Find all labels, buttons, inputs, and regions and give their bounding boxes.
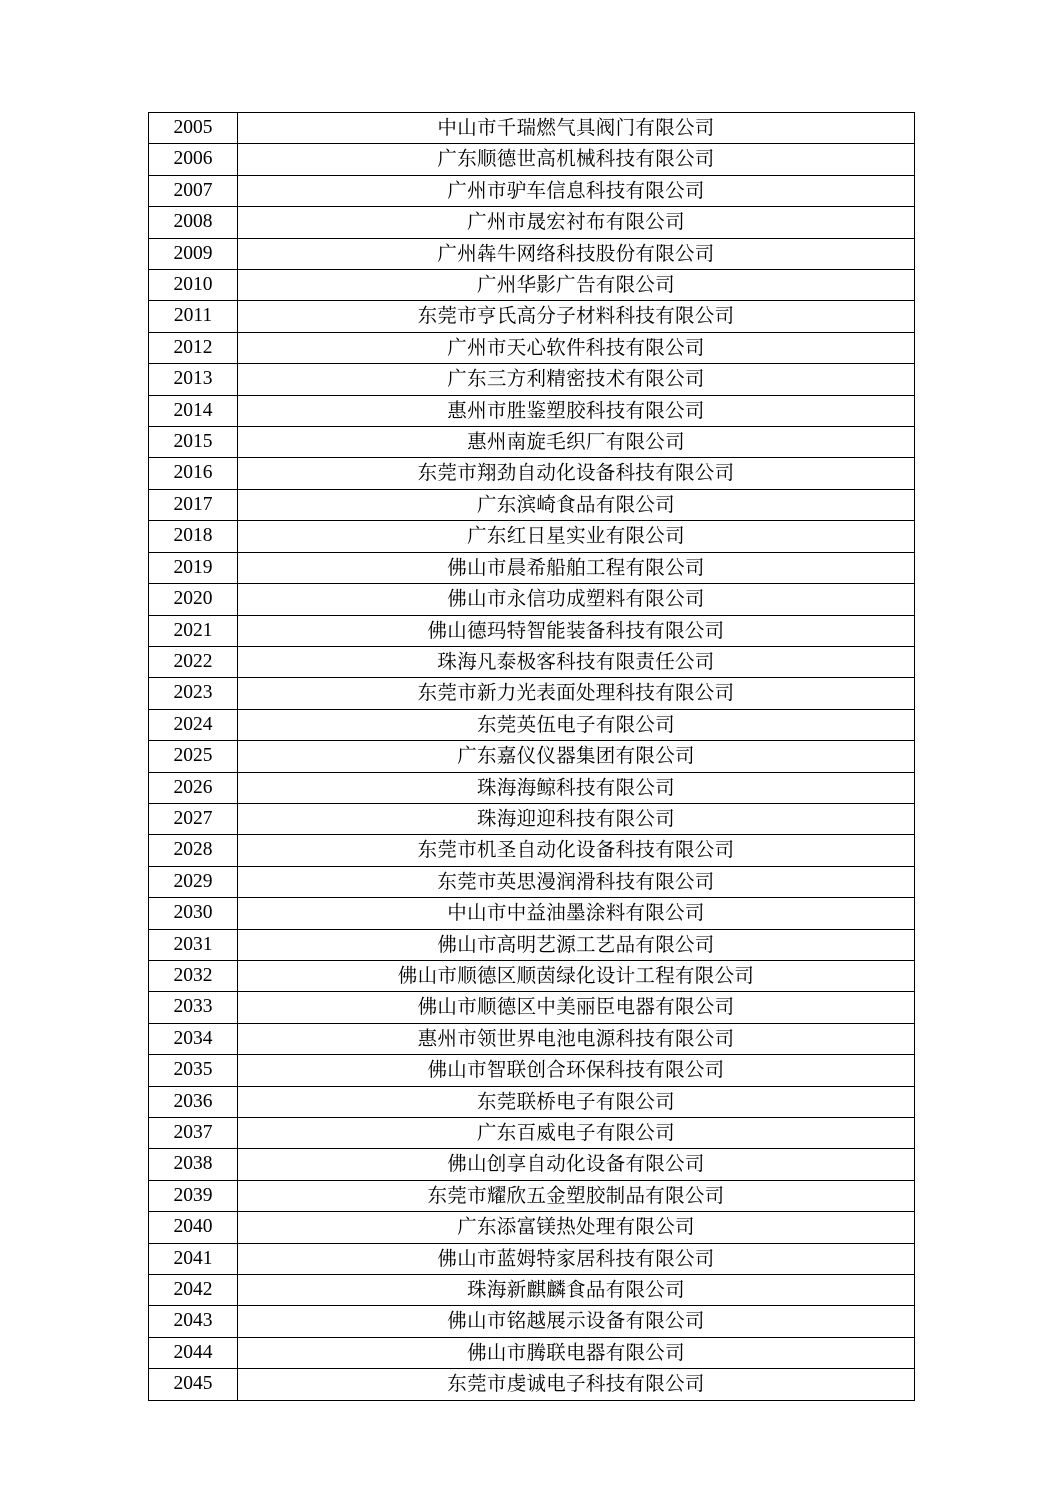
company-name-cell: 广州华影广告有限公司 bbox=[238, 270, 915, 301]
row-index-cell: 2006 bbox=[149, 144, 238, 175]
company-name-cell: 佛山市永信功成塑料有限公司 bbox=[238, 584, 915, 615]
company-name-cell: 佛山德玛特智能装备科技有限公司 bbox=[238, 615, 915, 646]
row-index-cell: 2021 bbox=[149, 615, 238, 646]
company-name-cell: 佛山市顺德区中美丽臣电器有限公司 bbox=[238, 992, 915, 1023]
row-index-cell: 2016 bbox=[149, 458, 238, 489]
company-name-cell: 佛山市铭越展示设备有限公司 bbox=[238, 1306, 915, 1337]
table-row bbox=[149, 1023, 915, 1054]
table-row bbox=[149, 772, 915, 803]
row-index-cell: 2014 bbox=[149, 395, 238, 426]
table-row bbox=[149, 709, 915, 740]
table-row bbox=[149, 1086, 915, 1117]
table-row bbox=[149, 552, 915, 583]
company-name-cell: 广州市驴车信息科技有限公司 bbox=[238, 175, 915, 206]
company-name-cell: 广东三方利精密技术有限公司 bbox=[238, 364, 915, 395]
row-index-cell: 2012 bbox=[149, 332, 238, 363]
table-row bbox=[149, 1337, 915, 1368]
row-index-cell: 2037 bbox=[149, 1118, 238, 1149]
row-index-cell: 2029 bbox=[149, 866, 238, 897]
table-row bbox=[149, 207, 915, 238]
company-name-cell: 佛山市蓝姆特家居科技有限公司 bbox=[238, 1243, 915, 1274]
table-row bbox=[149, 427, 915, 458]
row-index-cell: 2008 bbox=[149, 207, 238, 238]
row-index-cell: 2036 bbox=[149, 1086, 238, 1117]
row-index-cell: 2045 bbox=[149, 1369, 238, 1400]
row-index-cell: 2007 bbox=[149, 175, 238, 206]
row-index-cell: 2028 bbox=[149, 835, 238, 866]
company-name-cell: 广东添富镁热处理有限公司 bbox=[238, 1212, 915, 1243]
company-name-cell: 珠海海鲸科技有限公司 bbox=[238, 772, 915, 803]
row-index-cell: 2024 bbox=[149, 709, 238, 740]
company-name-cell: 东莞市新力光表面处理科技有限公司 bbox=[238, 678, 915, 709]
table-row bbox=[149, 584, 915, 615]
row-index-cell: 2038 bbox=[149, 1149, 238, 1180]
company-name-cell: 珠海新麒麟食品有限公司 bbox=[238, 1275, 915, 1306]
company-name-cell: 惠州南旋毛织厂有限公司 bbox=[238, 427, 915, 458]
table-row bbox=[149, 960, 915, 991]
table-row bbox=[149, 1118, 915, 1149]
row-index-cell: 2022 bbox=[149, 646, 238, 677]
company-name-cell: 佛山市腾联电器有限公司 bbox=[238, 1337, 915, 1368]
row-index-cell: 2025 bbox=[149, 741, 238, 772]
row-index-cell: 2032 bbox=[149, 960, 238, 991]
table-row bbox=[149, 489, 915, 520]
table-row bbox=[149, 1055, 915, 1086]
company-name-cell: 广东嘉仪仪器集团有限公司 bbox=[238, 741, 915, 772]
company-name-cell: 中山市中益油墨涂料有限公司 bbox=[238, 898, 915, 929]
table-row bbox=[149, 835, 915, 866]
company-name-cell: 惠州市胜鉴塑胶科技有限公司 bbox=[238, 395, 915, 426]
company-name-cell: 广州犇牛网络科技股份有限公司 bbox=[238, 238, 915, 269]
row-index-cell: 2013 bbox=[149, 364, 238, 395]
table-row bbox=[149, 521, 915, 552]
company-name-cell: 东莞联桥电子有限公司 bbox=[238, 1086, 915, 1117]
table-row bbox=[149, 458, 915, 489]
company-name-cell: 惠州市领世界电池电源科技有限公司 bbox=[238, 1023, 915, 1054]
table-row bbox=[149, 678, 915, 709]
row-index-cell: 2027 bbox=[149, 803, 238, 834]
row-index-cell: 2042 bbox=[149, 1275, 238, 1306]
row-index-cell: 2009 bbox=[149, 238, 238, 269]
company-name-cell: 东莞市机圣自动化设备科技有限公司 bbox=[238, 835, 915, 866]
table-row bbox=[149, 1149, 915, 1180]
table-row bbox=[149, 1275, 915, 1306]
company-name-cell: 东莞英伍电子有限公司 bbox=[238, 709, 915, 740]
table-row bbox=[149, 113, 915, 144]
company-name-cell: 东莞市亨氏高分子材料科技有限公司 bbox=[238, 301, 915, 332]
table-row bbox=[149, 270, 915, 301]
row-index-cell: 2018 bbox=[149, 521, 238, 552]
row-index-cell: 2033 bbox=[149, 992, 238, 1023]
table-row bbox=[149, 898, 915, 929]
table-row bbox=[149, 1243, 915, 1274]
company-name-cell: 佛山市高明艺源工艺品有限公司 bbox=[238, 929, 915, 960]
company-name-cell: 佛山市晨希船舶工程有限公司 bbox=[238, 552, 915, 583]
company-name-cell: 佛山市智联创合环保科技有限公司 bbox=[238, 1055, 915, 1086]
table-row bbox=[149, 1180, 915, 1211]
company-name-cell: 佛山创享自动化设备有限公司 bbox=[238, 1149, 915, 1180]
row-index-cell: 2011 bbox=[149, 301, 238, 332]
row-index-cell: 2030 bbox=[149, 898, 238, 929]
table-row bbox=[149, 803, 915, 834]
row-index-cell: 2031 bbox=[149, 929, 238, 960]
row-index-cell: 2026 bbox=[149, 772, 238, 803]
company-name-cell: 东莞市耀欣五金塑胶制品有限公司 bbox=[238, 1180, 915, 1211]
company-name-cell: 广东百威电子有限公司 bbox=[238, 1118, 915, 1149]
table-row bbox=[149, 741, 915, 772]
company-name-cell: 广州市天心软件科技有限公司 bbox=[238, 332, 915, 363]
table-row bbox=[149, 1369, 915, 1400]
company-name-cell: 广州市晟宏衬布有限公司 bbox=[238, 207, 915, 238]
company-name-cell: 广东滨崎食品有限公司 bbox=[238, 489, 915, 520]
row-index-cell: 2040 bbox=[149, 1212, 238, 1243]
table-row bbox=[149, 615, 915, 646]
row-index-cell: 2015 bbox=[149, 427, 238, 458]
row-index-cell: 2019 bbox=[149, 552, 238, 583]
company-name-cell: 中山市千瑞燃气具阀门有限公司 bbox=[238, 113, 915, 144]
row-index-cell: 2017 bbox=[149, 489, 238, 520]
company-name-cell: 佛山市顺德区顺茵绿化设计工程有限公司 bbox=[238, 960, 915, 991]
company-name-cell: 广东红日星实业有限公司 bbox=[238, 521, 915, 552]
table-row bbox=[149, 992, 915, 1023]
row-index-cell: 2034 bbox=[149, 1023, 238, 1054]
row-index-cell: 2005 bbox=[149, 113, 238, 144]
company-name-cell: 广东顺德世高机械科技有限公司 bbox=[238, 144, 915, 175]
table-row bbox=[149, 332, 915, 363]
row-index-cell: 2023 bbox=[149, 678, 238, 709]
row-index-cell: 2035 bbox=[149, 1055, 238, 1086]
row-index-cell: 2043 bbox=[149, 1306, 238, 1337]
company-name-cell: 珠海迎迎科技有限公司 bbox=[238, 803, 915, 834]
table-body bbox=[149, 113, 915, 1401]
table-row bbox=[149, 929, 915, 960]
company-name-cell: 珠海凡泰极客科技有限责任公司 bbox=[238, 646, 915, 677]
row-index-cell: 2010 bbox=[149, 270, 238, 301]
table-row bbox=[149, 1306, 915, 1337]
table-row bbox=[149, 301, 915, 332]
table-row bbox=[149, 866, 915, 897]
company-name-cell: 东莞市英思漫润滑科技有限公司 bbox=[238, 866, 915, 897]
company-name-cell: 东莞市虔诚电子科技有限公司 bbox=[238, 1369, 915, 1400]
table-row bbox=[149, 144, 915, 175]
company-name-cell: 东莞市翔劲自动化设备科技有限公司 bbox=[238, 458, 915, 489]
row-index-cell: 2020 bbox=[149, 584, 238, 615]
row-index-cell: 2039 bbox=[149, 1180, 238, 1211]
table-row bbox=[149, 364, 915, 395]
table-row bbox=[149, 395, 915, 426]
table-row bbox=[149, 175, 915, 206]
company-list-table bbox=[148, 112, 915, 1401]
table-row bbox=[149, 646, 915, 677]
table-row bbox=[149, 238, 915, 269]
row-index-cell: 2041 bbox=[149, 1243, 238, 1274]
table-row bbox=[149, 1212, 915, 1243]
row-index-cell: 2044 bbox=[149, 1337, 238, 1368]
